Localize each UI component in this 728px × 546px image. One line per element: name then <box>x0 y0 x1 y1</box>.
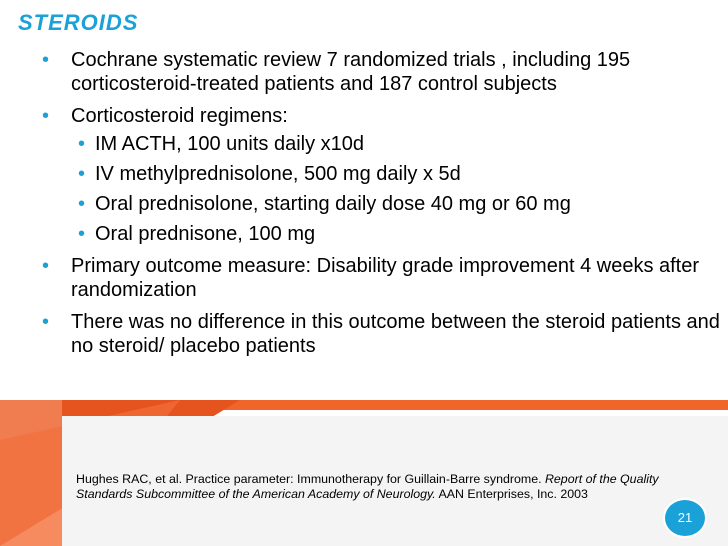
sub-bullet-list <box>36 132 726 246</box>
sub-bullet-text: Oral prednisolone, starting daily dose 40 mg or 60 mg <box>95 193 571 215</box>
page-number-badge: 21 <box>663 498 707 538</box>
sub-bullet-item <box>66 192 728 216</box>
bullet-item <box>36 310 726 358</box>
reference-text: Hughes RAC, et al. Practice parameter: Immunotherapy for Guillain-Barre syndrome. <box>76 472 545 486</box>
sub-bullet-text: IV methylprednisolone, 500 mg daily x 5d <box>95 163 461 185</box>
slide-body <box>36 48 726 366</box>
bullet-dot-icon: • <box>42 105 50 127</box>
bullet-dot-icon: • <box>78 223 86 245</box>
bullet-text: Corticosteroid regimens: <box>71 105 288 127</box>
sub-bullet-item <box>66 222 728 246</box>
slide-title: STEROIDS <box>18 10 139 35</box>
bullet-text: Primary outcome measure: Disability grade improvement 4 weeks after randomization <box>71 255 700 301</box>
bullet-item <box>36 254 726 302</box>
bullet-item <box>36 48 726 96</box>
reference-citation <box>76 472 696 502</box>
sub-bullet-text: IM ACTH, 100 units daily x10d <box>95 133 365 155</box>
bullet-dot-icon: • <box>78 163 86 185</box>
bullet-text: There was no difference in this outcome between the steroid patients and no steroid/ placebo patients <box>71 311 720 357</box>
reference-italic-text: Report of the Quality Standards Subcommittee of the American Academy of Neurology. <box>76 472 659 501</box>
sub-bullet-item <box>66 162 728 186</box>
bullet-item <box>36 104 726 128</box>
bullet-dot-icon: • <box>42 49 50 71</box>
bullet-dot-icon: • <box>42 255 50 277</box>
reference-text-end: AAN Enterprises, Inc. 2003 <box>435 487 588 501</box>
bullet-dot-icon: • <box>78 193 86 215</box>
bullet-text: Cochrane systematic review 7 randomized trials , including 195 corticosteroid-treated patients and 187 control subjects <box>71 49 631 95</box>
bullet-dot-icon: • <box>42 311 50 333</box>
bullet-dot-icon: • <box>78 133 86 155</box>
sub-bullet-text: Oral prednisone, 100 mg <box>95 223 316 245</box>
sub-bullet-item <box>66 132 728 156</box>
